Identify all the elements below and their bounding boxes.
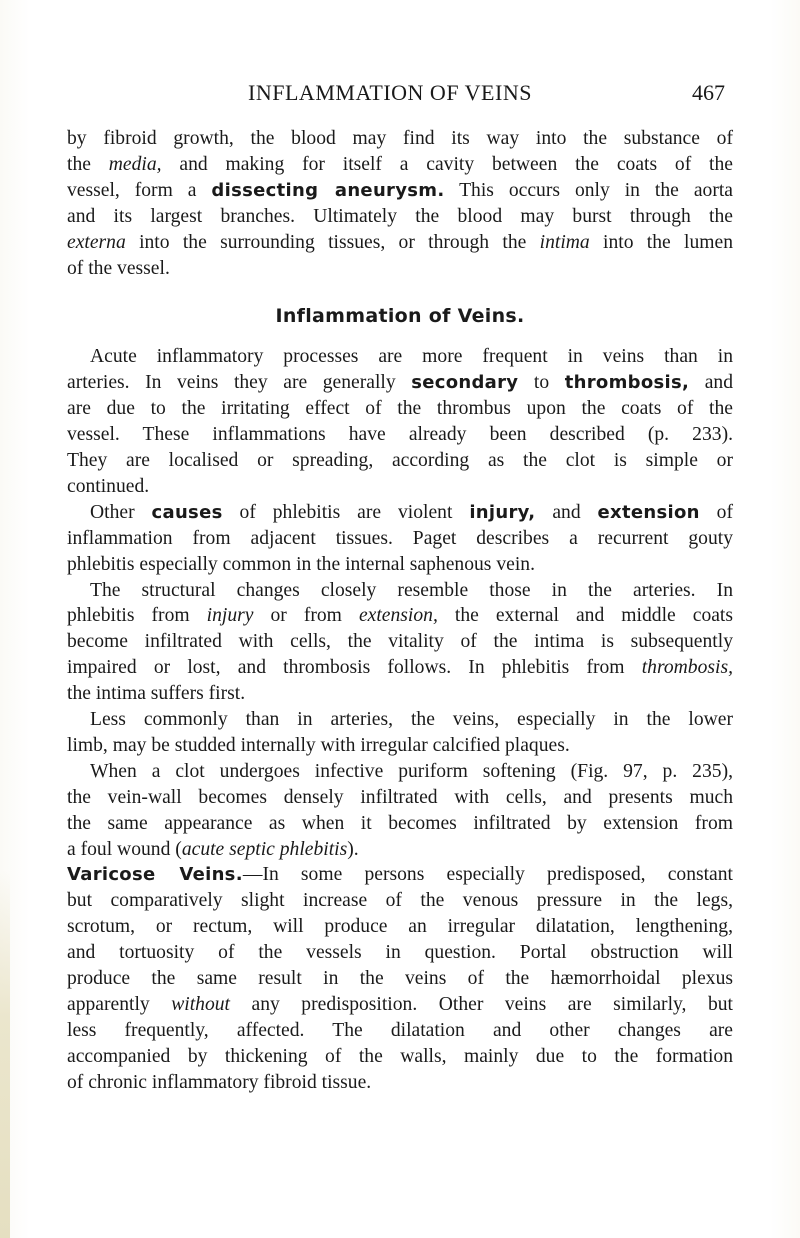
term-varicose-veins: Varicose Veins. [67, 864, 243, 886]
text-line: but comparatively slight increase of the venous pressure in the legs, [67, 890, 733, 912]
paragraph-acute-inflammation [67, 344, 733, 499]
term-injury: injury, [469, 501, 536, 523]
text-line: scrotum, or rectum, will produce an irregular dilatation, lengthening, [67, 916, 733, 938]
term-dissecting-aneurysm: dissecting aneurysm. [211, 179, 445, 201]
text-line: inflammation from adjacent tissues. Paget describes a recurrent gouty [67, 527, 733, 549]
text-line: Less commonly than in arteries, the veins, especially in the lower [90, 709, 733, 731]
text-line: Varicose Veins.—In some persons especially predisposed, constant [67, 864, 733, 886]
text-line: are due to the irritating effect of the thrombus upon the coats of the [67, 398, 733, 420]
page-body [67, 126, 733, 1096]
text-line: continued. [67, 475, 150, 497]
running-header: INFLAMMATION OF VEINS [248, 80, 532, 105]
text-line: limb, may be studded internally with irregular calcified plaques. [67, 734, 570, 756]
text-line: the media, and making for itself a cavity between the coats of the [67, 153, 733, 175]
paragraph-calcified-plaques [67, 707, 733, 759]
text-line: the same appearance as when it becomes infiltrated by extension from [67, 812, 733, 834]
text-line: phlebitis from injury or from extension, the external and middle coats [67, 605, 734, 627]
paragraph-structural-changes [67, 578, 733, 708]
paragraph-dissecting-aneurysm [67, 126, 733, 281]
text-line: and its largest branches. Ultimately the blood may burst through the [67, 205, 733, 227]
text-line: externa into the surrounding tissues, or through the intima into the lumen [67, 231, 734, 253]
paragraph-septic-phlebitis [67, 759, 733, 863]
text-line: become infiltrated with cells, the vitality of the intima is subsequently [67, 631, 733, 653]
term-extension: extension [597, 501, 700, 523]
text-line: phlebitis especially common in the internal saphenous vein. [67, 553, 535, 575]
term-secondary: secondary [411, 372, 519, 394]
text-line: apparently without any predisposition. Other veins are similarly, but [67, 994, 733, 1015]
text-line: They are localised or spreading, according as the clot is simple or [67, 449, 733, 471]
page-edge-discoloration [0, 870, 10, 1238]
paragraph-varicose-veins [67, 862, 733, 1095]
text-line: The structural changes closely resemble those in the arteries. In [90, 579, 733, 601]
text-line: the vein-wall becomes densely infiltrated with cells, and presents much [67, 786, 733, 808]
text-line: less frequently, affected. The dilatation and other changes are [67, 1019, 733, 1041]
text-line: by fibroid growth, the blood may find its way into the substance of [67, 128, 733, 149]
section-heading: Inflammation of Veins. [275, 305, 525, 328]
text-line: Other causes of phlebitis are violent injury, and extension of [90, 501, 733, 523]
text-line: impaired or lost, and thrombosis follows. In phlebitis from thrombosis, [67, 657, 733, 679]
text-line: arteries. In veins they are generally secondary to thrombosis, and [67, 372, 733, 394]
text-line: of chronic inflammatory fibroid tissue. [67, 1071, 372, 1093]
text-line: the intima suffers first. [67, 683, 246, 705]
paragraph-causes [67, 500, 733, 578]
text-line: a foul wound (acute septic phlebitis). [67, 838, 359, 860]
text-line: Acute inflammatory processes are more frequent in veins than in [90, 346, 733, 368]
term-causes: causes [151, 501, 223, 523]
page-number: 467 [692, 80, 725, 105]
term-thrombosis: thrombosis, [564, 372, 690, 394]
text-line: vessel. These inflammations have already been described (p. 233). [67, 424, 733, 446]
text-line: and tortuosity of the vessels in question. Portal obstruction will [67, 942, 733, 964]
text-line: produce the same result in the veins of the hæmorrhoidal plexus [67, 968, 733, 990]
text-line: accompanied by thickening of the walls, mainly due to the formation [67, 1045, 733, 1067]
text-line: When a clot undergoes infective puriform softening (Fig. 97, p. 235), [90, 760, 733, 782]
text-line: of the vessel. [67, 257, 170, 279]
text-line: vessel, form a dissecting aneurysm. This occurs only in the aorta [67, 179, 733, 201]
